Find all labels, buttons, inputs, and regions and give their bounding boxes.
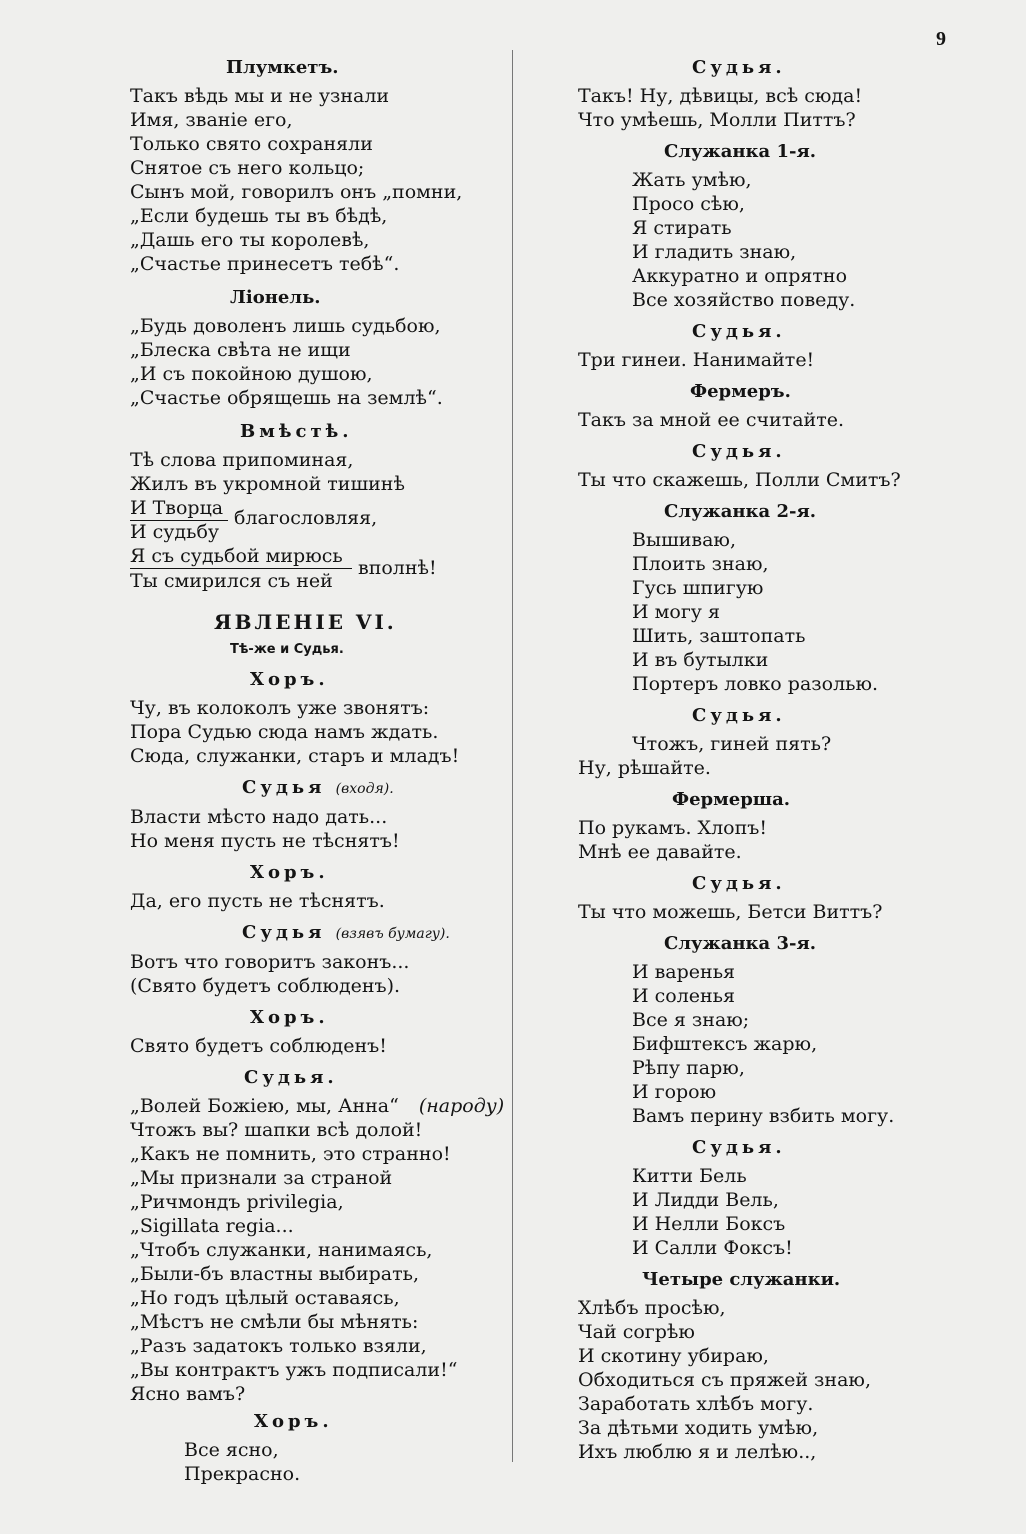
verse-text: „Волей Божіею, мы, Анна“ <box>130 1095 399 1117</box>
verse-line: Такъ! Ну, дѣвицы, всѣ сюда! <box>578 85 863 107</box>
verse-line: И въ бутылки <box>632 649 769 671</box>
verse-line: Вышиваю, <box>632 529 737 551</box>
verse-line: Свято будетъ соблюденъ! <box>130 1035 387 1057</box>
stage-direction: (народу) <box>418 1095 505 1117</box>
verse-block <box>130 1034 510 1058</box>
page-number: 9 <box>936 28 946 50</box>
left-column <box>130 50 510 1486</box>
verse-line: Хлѣбъ просѣю, <box>578 1297 726 1319</box>
verse-line: Имя, званіе его, <box>130 109 293 131</box>
verse-line: И Лидди Вель, <box>632 1189 779 1211</box>
speaker-heading: Хоръ. <box>250 862 329 883</box>
verse-block <box>130 1438 510 1486</box>
verse-line: Чай согрѣю <box>578 1321 695 1343</box>
verse-line: И Нелли Боксъ <box>632 1213 786 1235</box>
verse-block <box>578 960 998 1128</box>
verse-line: „Чтобъ служанки, нанимаясь, <box>130 1239 433 1261</box>
verse-line: (Свято будетъ соблюденъ). <box>130 975 401 997</box>
verse-block <box>130 950 510 998</box>
verse-line: Снятое съ него кольцо; <box>130 157 365 179</box>
speaker-heading: Хоръ. <box>250 1007 329 1028</box>
column-divider <box>512 50 513 1462</box>
verse-line: Аккуратно и опрятно <box>632 265 848 287</box>
verse-block <box>130 805 510 853</box>
speaker-heading: Служанка 1-я. <box>664 141 817 162</box>
verse-line: Вамъ перину взбить могу. <box>632 1105 895 1127</box>
verse-line: Чу, въ колоколъ уже звонятъ: <box>130 697 430 719</box>
verse-line: Китти Бель <box>632 1165 747 1187</box>
speaker-heading: Служанка 3-я. <box>664 933 817 954</box>
verse-line: „Дашь его ты королевѣ, <box>130 229 370 251</box>
verse-block <box>578 900 998 924</box>
speaker-heading: Служанка 2-я. <box>664 501 817 522</box>
verse-line: И гладить знаю, <box>632 241 797 263</box>
verse-line: „Счастье обрящешь на землѣ“. <box>130 387 443 409</box>
verse-line: Плоить знаю, <box>632 553 769 575</box>
bracket-side-text: благословляя, <box>234 507 378 529</box>
speaker-name: Судья <box>242 922 326 943</box>
verse-line: Три гинеи. Нанимайте! <box>578 349 815 371</box>
verse-line: Такъ за мной ее считайте. <box>578 409 845 431</box>
verse-line: Что умѣешь, Молли Питтъ? <box>578 109 856 131</box>
verse-line: Ты что скажешь, Полли Смитъ? <box>578 469 901 491</box>
verse-line: И Салли Фоксъ! <box>632 1237 793 1259</box>
speaker-heading: Хоръ. <box>250 669 329 690</box>
verse-line: По рукамъ. Хлопъ! <box>578 817 767 839</box>
verse-line: „Вы контрактъ ужъ подписали!“ <box>130 1359 458 1381</box>
verse-line <box>130 1094 510 1118</box>
verse-line: Пора Судью сюда намъ ждать. <box>130 721 439 743</box>
verse-line: Жилъ въ укромной тишинѣ <box>130 473 405 495</box>
verse-line: Портеръ ловко разолью. <box>632 673 879 695</box>
speaker-heading: Фермеръ. <box>690 381 791 402</box>
verse-line: Мнѣ ее давайте. <box>578 841 742 863</box>
speaker-heading: Судья. <box>692 441 786 462</box>
verse-line: Да, его пусть не тѣснятъ. <box>130 890 385 912</box>
verse-line: Заработать хлѣбъ могу. <box>578 1393 814 1415</box>
verse-line: Сынъ мой, говорилъ онъ „помни, <box>130 181 463 203</box>
speaker-heading: Судья. <box>692 873 786 894</box>
verse-line: „Если будешь ты въ бѣдѣ, <box>130 205 388 227</box>
verse-block <box>578 1164 998 1260</box>
verse-block <box>578 528 998 696</box>
verse-line: „Какъ не помнить, это странно! <box>130 1143 451 1165</box>
verse-block <box>578 1296 998 1464</box>
bracketed-verse <box>130 496 510 596</box>
verse-line: Все я знаю; <box>632 1009 750 1031</box>
right-column <box>578 50 998 1464</box>
verse-block <box>578 348 998 372</box>
verse-line: „Мы признали за страной <box>130 1167 393 1189</box>
speaker-heading: Судья. <box>692 1137 786 1158</box>
verse-block <box>130 889 510 913</box>
verse-line: Просо сѣю, <box>632 193 745 215</box>
stage-direction: (взявъ бумагу). <box>335 926 450 942</box>
bracket-side-text: вполнѣ! <box>358 557 437 579</box>
verse-line: Обходиться съ пряжей знаю, <box>578 1369 871 1391</box>
verse-line: Ты что можешь, Бетси Виттъ? <box>578 901 883 923</box>
verse-block <box>130 314 510 410</box>
verse-block <box>578 168 998 312</box>
verse-line: „Мѣстъ не смѣли бы мѣнять: <box>130 1311 419 1333</box>
verse-line: „Блеска свѣта не ищи <box>130 339 351 361</box>
verse-line: „Но годъ цѣлый оставаясь, <box>130 1287 400 1309</box>
verse-line: „Ричмондъ privilegia, <box>130 1191 344 1213</box>
verse-line: Прекрасно. <box>184 1463 301 1485</box>
verse-line: Тѣ слова припоминая, <box>130 449 354 471</box>
speaker-heading: Судья. <box>692 57 786 78</box>
verse-line: „Sigillata regia... <box>130 1215 294 1237</box>
verse-line: Власти мѣсто надо дать... <box>130 806 388 828</box>
speaker-heading: Ліонель. <box>230 287 321 308</box>
verse-block <box>578 816 998 864</box>
speaker-heading <box>242 776 510 801</box>
verse-line: Ихъ люблю я и лелѣю.., <box>578 1441 817 1463</box>
verse-line: Сюда, служанки, старъ и младъ! <box>130 745 460 767</box>
scene-title: ЯВЛЕНІЕ VI. <box>214 610 397 634</box>
verse-line: Ты смирился съ ней <box>130 568 352 593</box>
speaker-heading: Хоръ. <box>254 1411 333 1432</box>
speaker-heading: Вмѣстѣ. <box>240 421 353 442</box>
verse-line: И горою <box>632 1081 717 1103</box>
speaker-heading: Судья. <box>692 321 786 342</box>
verse-block <box>578 468 998 492</box>
verse-block <box>578 408 998 432</box>
verse-line: Я съ судьбой мирюсь <box>130 545 343 567</box>
verse-line: Но меня пусть не тѣснятъ! <box>130 830 400 852</box>
verse-block <box>130 1118 510 1406</box>
verse-line: „Счастье принесетъ тебѣ“. <box>130 253 400 275</box>
verse-line: И соленья <box>632 985 735 1007</box>
verse-line: Жать умѣю, <box>632 169 752 191</box>
verse-line: Ну, рѣшайте. <box>578 757 711 779</box>
speaker-heading: Четыре служанки. <box>642 1269 841 1290</box>
verse-line: „Были-бъ властны выбирать, <box>130 1263 420 1285</box>
verse-line: И могу я <box>632 601 720 623</box>
scene-cast: Тѣ-же и Судья. <box>230 642 344 657</box>
verse-line: За дѣтьми ходить умѣю, <box>578 1417 819 1439</box>
verse-line: И скотину убираю, <box>578 1345 769 1367</box>
verse-line: Вотъ что говоритъ законъ... <box>130 951 410 973</box>
verse-line: Я стирать <box>632 217 732 239</box>
verse-block <box>130 696 510 768</box>
speaker-heading: Фермерша. <box>672 789 791 810</box>
verse-line: Чтожъ, гиней пять? <box>632 733 832 755</box>
verse-line: Шить, заштопать <box>632 625 806 647</box>
verse-line: Бифштексъ жарю, <box>632 1033 818 1055</box>
speaker-heading: Судья. <box>692 705 786 726</box>
verse-line: И варенья <box>632 961 736 983</box>
verse-line: Ясно вамъ? <box>130 1383 246 1405</box>
verse-line: Такъ вѣдь мы и не узнали <box>130 85 390 107</box>
verse-line: Гусь шпигую <box>632 577 764 599</box>
verse-line: „Будь доволенъ лишь судьбою, <box>130 315 441 337</box>
speaker-name: Судья <box>242 777 326 798</box>
verse-line: И судьбу <box>130 521 220 543</box>
speaker-heading: Плумкетъ. <box>226 57 339 78</box>
stage-direction: (входя). <box>335 781 394 797</box>
verse-block <box>130 84 510 276</box>
verse-line: „Разъ задатокъ только взяли, <box>130 1335 427 1357</box>
verse-line: Только свято сохраняли <box>130 133 373 155</box>
verse-line: Все ясно, <box>184 1439 279 1461</box>
verse-line: Чтожъ вы? шапки всѣ долой! <box>130 1119 423 1141</box>
verse-line: И Творца <box>130 496 228 521</box>
verse-block <box>578 84 998 132</box>
verse-line: Рѣпу парю, <box>632 1057 745 1079</box>
verse-line: „И съ покойною душою, <box>130 363 373 385</box>
verse-block <box>130 448 510 496</box>
speaker-heading <box>242 921 510 946</box>
verse-line: Все хозяйство поведу. <box>632 289 856 311</box>
speaker-heading: Судья. <box>244 1067 338 1088</box>
